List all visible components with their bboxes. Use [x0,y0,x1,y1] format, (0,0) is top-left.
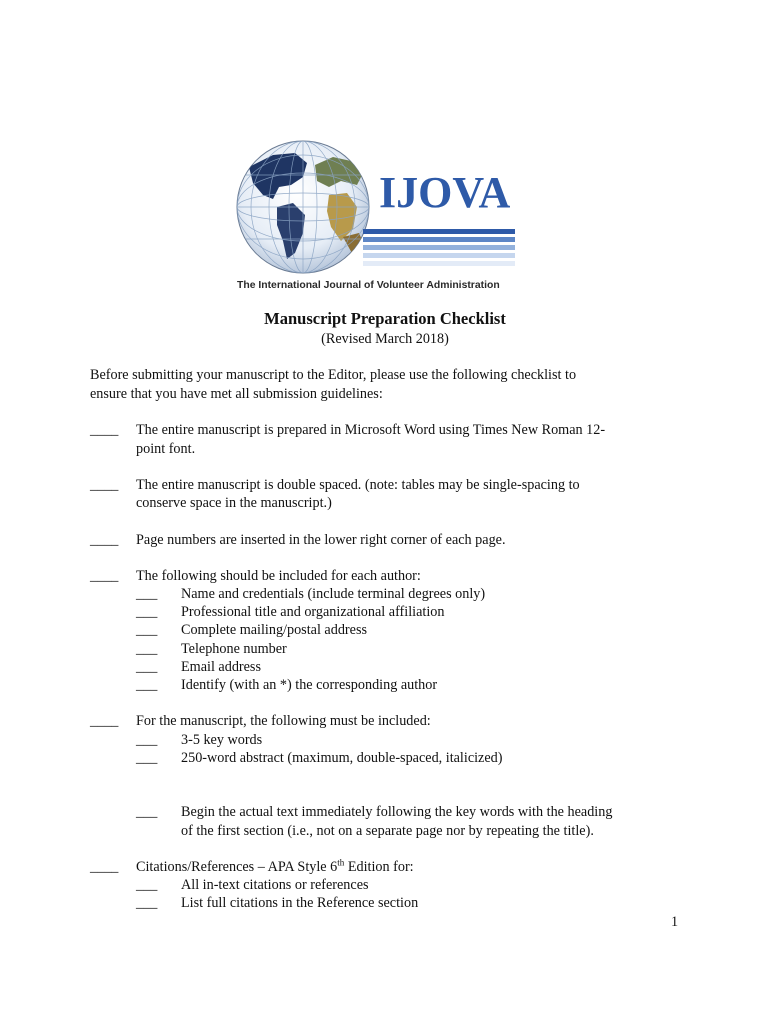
checkbox-blank[interactable]: ____ [90,713,119,729]
logo-wordmark: IJOVA [379,168,511,217]
checkbox-blank[interactable]: ____ [90,859,119,875]
sub-checkbox-blank[interactable]: ___ [136,877,158,893]
journal-logo [233,137,523,295]
checkbox-blank[interactable]: ____ [90,568,119,584]
subitem-professional-title: Professional title and organizational affiliation [181,604,445,620]
sub-checkbox-blank[interactable]: ___ [136,622,158,638]
subitem-reference-section: List full citations in the Reference section [181,895,419,911]
subitem-mailing-address: Complete mailing/postal address [181,622,367,638]
globe-icon [233,137,523,295]
sub-checkbox-blank[interactable]: ___ [136,604,158,620]
sub-checkbox-blank[interactable]: ___ [136,895,158,911]
checkbox-blank[interactable]: ____ [90,422,119,438]
subitem-begin-text-cont: of the first section (i.e., not on a separate page nor by repeating the title). [181,823,594,839]
intro-line-2: ensure that you have met all submission guidelines: [90,386,383,402]
superscript-th: th [337,857,345,868]
subitem-name-credentials: Name and credentials (include terminal degrees only) [181,586,486,602]
subitem-email: Email address [181,659,261,675]
subitem-in-text-citations: All in-text citations or references [181,877,369,893]
checklist-item-double-spaced: The entire manuscript is double spaced. (note: tables may be single-spacing to [136,477,580,493]
subitem-corresponding-author: Identify (with an *) the corresponding author [181,677,438,693]
subitem-abstract: 250-word abstract (maximum, double-spaced, italicized) [181,750,503,766]
checklist-item-double-spaced-cont: conserve space in the manuscript.) [136,495,332,511]
checklist-item-word-font-cont: point font. [136,441,196,457]
checklist-item-word-font: The entire manuscript is prepared in Microsoft Word using Times New Roman 12- [136,422,606,438]
checkbox-blank[interactable]: ____ [90,477,119,493]
page-title: Manuscript Preparation Checklist [264,309,506,328]
sub-checkbox-blank[interactable]: ___ [136,677,158,693]
checkbox-blank[interactable]: ____ [90,532,119,548]
sub-checkbox-blank[interactable]: ___ [136,732,158,748]
subitem-telephone: Telephone number [181,641,287,657]
page-number: 1 [671,914,679,930]
sub-checkbox-blank[interactable]: ___ [136,804,158,820]
checklist-item-author-info: The following should be included for each author: [136,568,421,584]
sub-checkbox-blank[interactable]: ___ [136,641,158,657]
logo-tagline: The International Journal of Volunteer Administration [237,280,500,291]
sub-checkbox-blank[interactable]: ___ [136,586,158,602]
checklist-item-page-numbers: Page numbers are inserted in the lower right corner of each page. [136,532,506,548]
page-subtitle: (Revised March 2018) [321,331,449,347]
intro-line-1: Before submitting your manuscript to the Editor, please use the following checklist to [90,367,577,383]
checklist-item-citations: Citations/References – APA Style 6th Edition for: [136,857,414,875]
checklist-item-manuscript: For the manuscript, the following must be included: [136,713,431,729]
subitem-begin-text: Begin the actual text immediately following the key words with the heading [181,804,613,820]
subitem-key-words: 3-5 key words [181,732,263,748]
sub-checkbox-blank[interactable]: ___ [136,750,158,766]
sub-checkbox-blank[interactable]: ___ [136,659,158,675]
